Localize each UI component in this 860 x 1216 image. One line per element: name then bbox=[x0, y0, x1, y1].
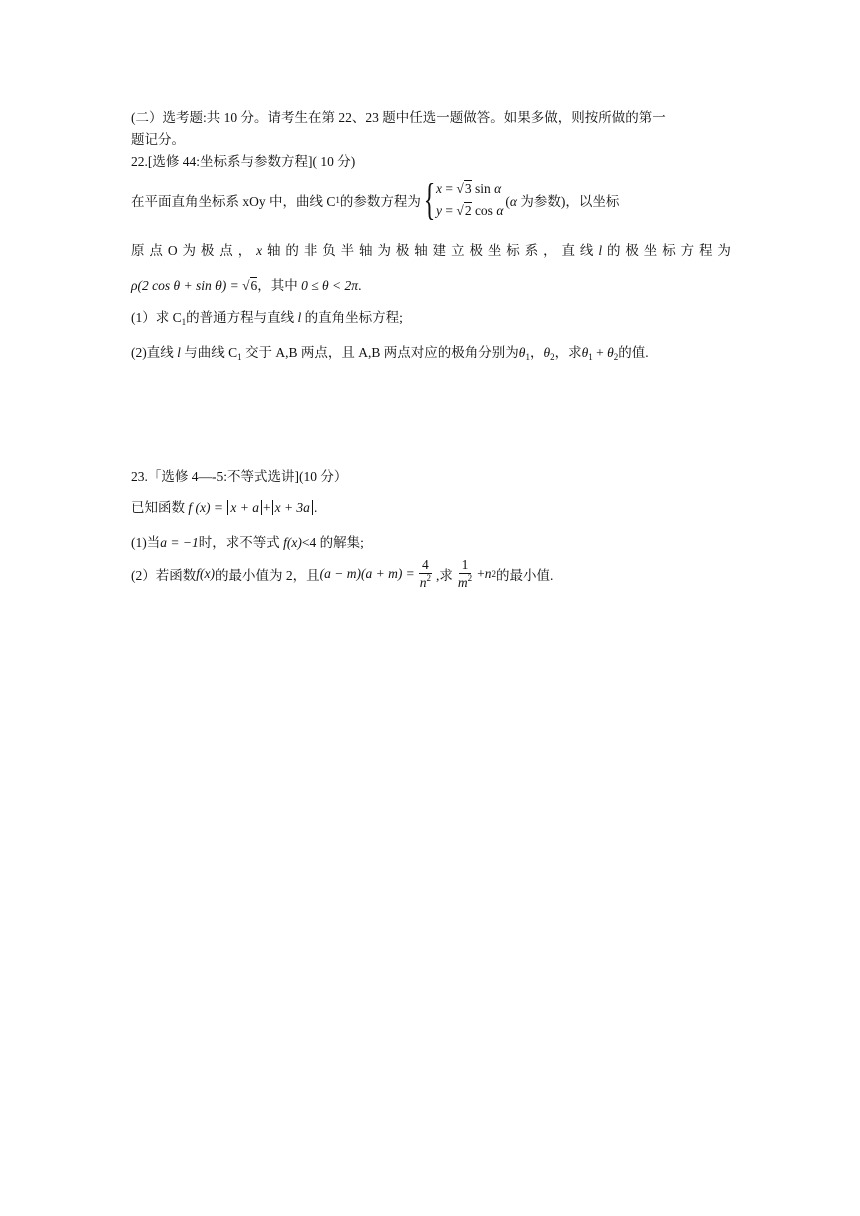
q22-line2-char: 标 bbox=[662, 243, 676, 258]
q22-line2-char: 轴 bbox=[267, 243, 281, 258]
q23-part1: (1)当a = −1时，求不等式 f(x)<4 的解集; bbox=[131, 535, 364, 550]
param-eq-y: y = √2 cos α bbox=[436, 203, 504, 218]
q22-line2-char: l bbox=[598, 243, 603, 258]
q22-line2-char: ， bbox=[237, 243, 252, 258]
fraction-1-over-m2: $\frac{1}{m^2}$ bbox=[457, 557, 473, 590]
q22-line2-char: 为 bbox=[717, 243, 731, 258]
q22-part1: (1）求 $C_1$的普通方程与直线 l 的直角坐标方程; bbox=[131, 310, 403, 327]
q22-line2-char: x bbox=[256, 243, 263, 258]
q22-line2-char: 极 bbox=[469, 243, 483, 258]
section-header-line1: (二）选考题:共 10 分。请考生在第 22、23 题中任选一题做答。如果多做，则按所做的第一 bbox=[131, 110, 666, 125]
q22-line2-char: 非 bbox=[303, 243, 318, 258]
q22-part2: (2)直线 l 与曲线 $C_1$ 交于 A,B 两点，且 A,B 两点对应的极角分别为$\theta_1$，$\theta_2$，求$\theta_1 + \theta_2$的值. bbox=[131, 345, 649, 362]
q22-line2-char: 的 bbox=[606, 243, 621, 258]
q22-line2-char: 点 bbox=[219, 243, 233, 258]
q23-title: 23.「选修 4—-5:不等式选讲](10 分） bbox=[131, 469, 348, 484]
q22-line2-char: 轴 bbox=[359, 243, 373, 258]
q22-line2-char: 建 bbox=[432, 243, 447, 258]
q22-intro-line2 bbox=[131, 240, 731, 262]
q22-intro-prefix: 在平面直角坐标系 xOy 中，曲线 C bbox=[131, 194, 336, 209]
q22-line2-char: 方 bbox=[680, 243, 695, 258]
q22-line2-char: 极 bbox=[625, 243, 639, 258]
q22-line2-char: 为 bbox=[377, 243, 391, 258]
q22-intro: 在平面直角坐标系 xOy 中，曲线 C 1 的参数方程为 { x = √3 sin α y = √2 cos α (α 为参数)，以坐标 bbox=[131, 175, 620, 224]
q22-line2-char: 原 bbox=[131, 243, 145, 258]
param-eq-x: x = √3 sin α bbox=[436, 181, 502, 196]
q22-line2-char: 线 bbox=[579, 243, 594, 258]
q22-line2-char: 半 bbox=[340, 243, 355, 258]
q22-line2-char: 直 bbox=[561, 243, 575, 258]
q22-line2-char: 坐 bbox=[643, 243, 658, 258]
q22-line2-char: 负 bbox=[322, 243, 336, 258]
q22-line2-char: 程 bbox=[699, 243, 713, 258]
parametric-system bbox=[423, 175, 504, 224]
q22-intro-mid: 的参数方程为 bbox=[339, 194, 421, 209]
q22-line2-char: 立 bbox=[451, 243, 465, 258]
q22-line2-char: 坐 bbox=[487, 243, 502, 258]
q22-line2-char: 为 bbox=[182, 243, 196, 258]
q22-title: 22.[选修 44:坐标系与参数方程]( 10 分) bbox=[131, 154, 356, 169]
q23-part2: (2）若函数 f(x) 的最小值为 2，且 (a − m)(a + m) = $\frac{4}{n^2}$ ,求 $\frac{1}{m^2}$ + n 2 的最小值. bbox=[131, 557, 554, 590]
q23-function: 已知函数 f (x) = x + a + x + 3a . bbox=[131, 500, 318, 515]
left-brace-icon: { bbox=[423, 175, 436, 224]
q22-line2-char: 标 bbox=[506, 243, 520, 258]
section-header-line2: 题记分。 bbox=[131, 132, 185, 147]
q22-line2-char: 的 bbox=[285, 243, 299, 258]
q22-line2-char: 点 bbox=[149, 243, 163, 258]
q22-polar-equation: ρ(2 cos θ + sin θ) = √6，其中 0 ≤ θ < 2π. bbox=[131, 278, 362, 293]
q22-line2-char: 轴 bbox=[414, 243, 428, 258]
q22-line2-char: O bbox=[167, 243, 178, 258]
param-note: (α 为参数)，以坐标 bbox=[505, 194, 620, 209]
q22-line2-char: ， bbox=[543, 243, 557, 258]
q22-line2-char: 极 bbox=[200, 243, 215, 258]
fraction-4-over-n2: $\frac{4}{n^2}$ bbox=[419, 557, 432, 590]
q22-line2-char: 极 bbox=[395, 243, 410, 258]
q22-line2-char: 系 bbox=[524, 243, 539, 258]
